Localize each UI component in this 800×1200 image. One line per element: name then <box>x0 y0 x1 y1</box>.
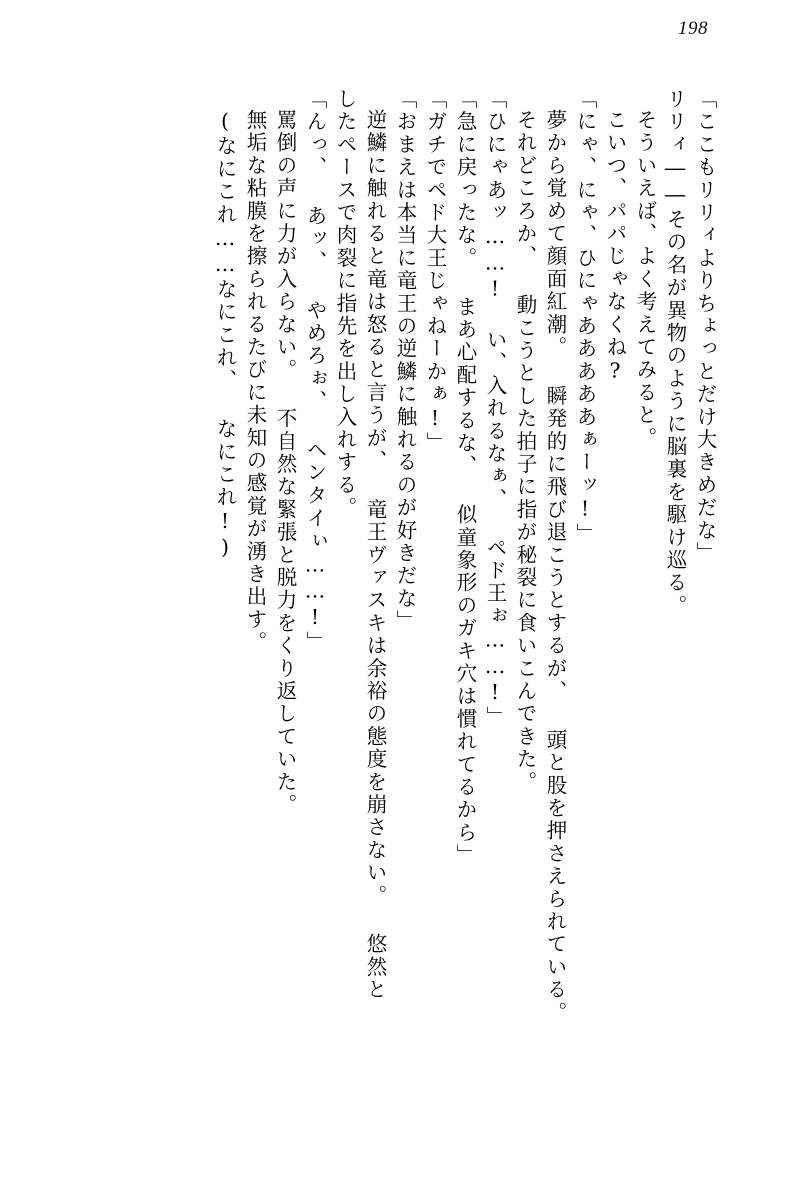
page-number: 198 <box>678 18 708 39</box>
text-column: 逆鱗に触れると竜は怒ると言うが、 竜王ヴァスキは余裕の態度を崩さない。 悠然と <box>363 109 387 1002</box>
vertical-text-body <box>60 88 715 1108</box>
text-column: (なにこれ……なにこれ、 なにこれ!) <box>213 109 237 562</box>
text-column: 「ガチでペド大王じゃねーかぁ!」 <box>423 88 447 455</box>
text-column: そういえば、よく考えてみると。 <box>633 109 657 450</box>
text-column: 夢から覚めて顔面紅潮。 瞬発的に飛び退こうとするが、 頭と股を押さえられている。 <box>543 109 567 1024</box>
text-column: 無垢な粘膜を擦られるたびに未知の感覚が湧き出す。 <box>243 109 267 654</box>
text-column: したペースで肉裂に指先を出し入れする。 <box>333 88 357 520</box>
text-column: それどころか、 動こうとした拍子に指が秘裂に食いこんできた。 <box>513 109 537 794</box>
text-column: 「急に戻ったな。 まあ心配するな、 似童象形のガキ穴は慣れてるから」 <box>453 88 477 867</box>
text-column: 「ここもリリィよりちょっとだけ大きめだな」 <box>693 88 717 565</box>
text-column: 「ひにゃあッ……! い、入れるなぁ、 ペド王ぉ……!」 <box>483 88 507 729</box>
text-column: 「おまえは本当に竜王の逆鱗に触れるのが好きだな」 <box>393 88 417 633</box>
text-column: こいつ、パパじゃなくね? <box>603 109 627 385</box>
text-column: 「んっ、 あッ、 やめろぉ、 ヘンタイぃ……!」 <box>303 88 327 654</box>
text-column: リリィ――その名が異物のように脳裏を駆け巡る。 <box>663 88 687 618</box>
text-column: 「にゃ、にゃ、ひにゃあああああぁーッ!」 <box>573 88 597 546</box>
text-column: 罵倒の声に力が入らない。 不自然な緊張と脱力をくり返していた。 <box>273 109 297 817</box>
